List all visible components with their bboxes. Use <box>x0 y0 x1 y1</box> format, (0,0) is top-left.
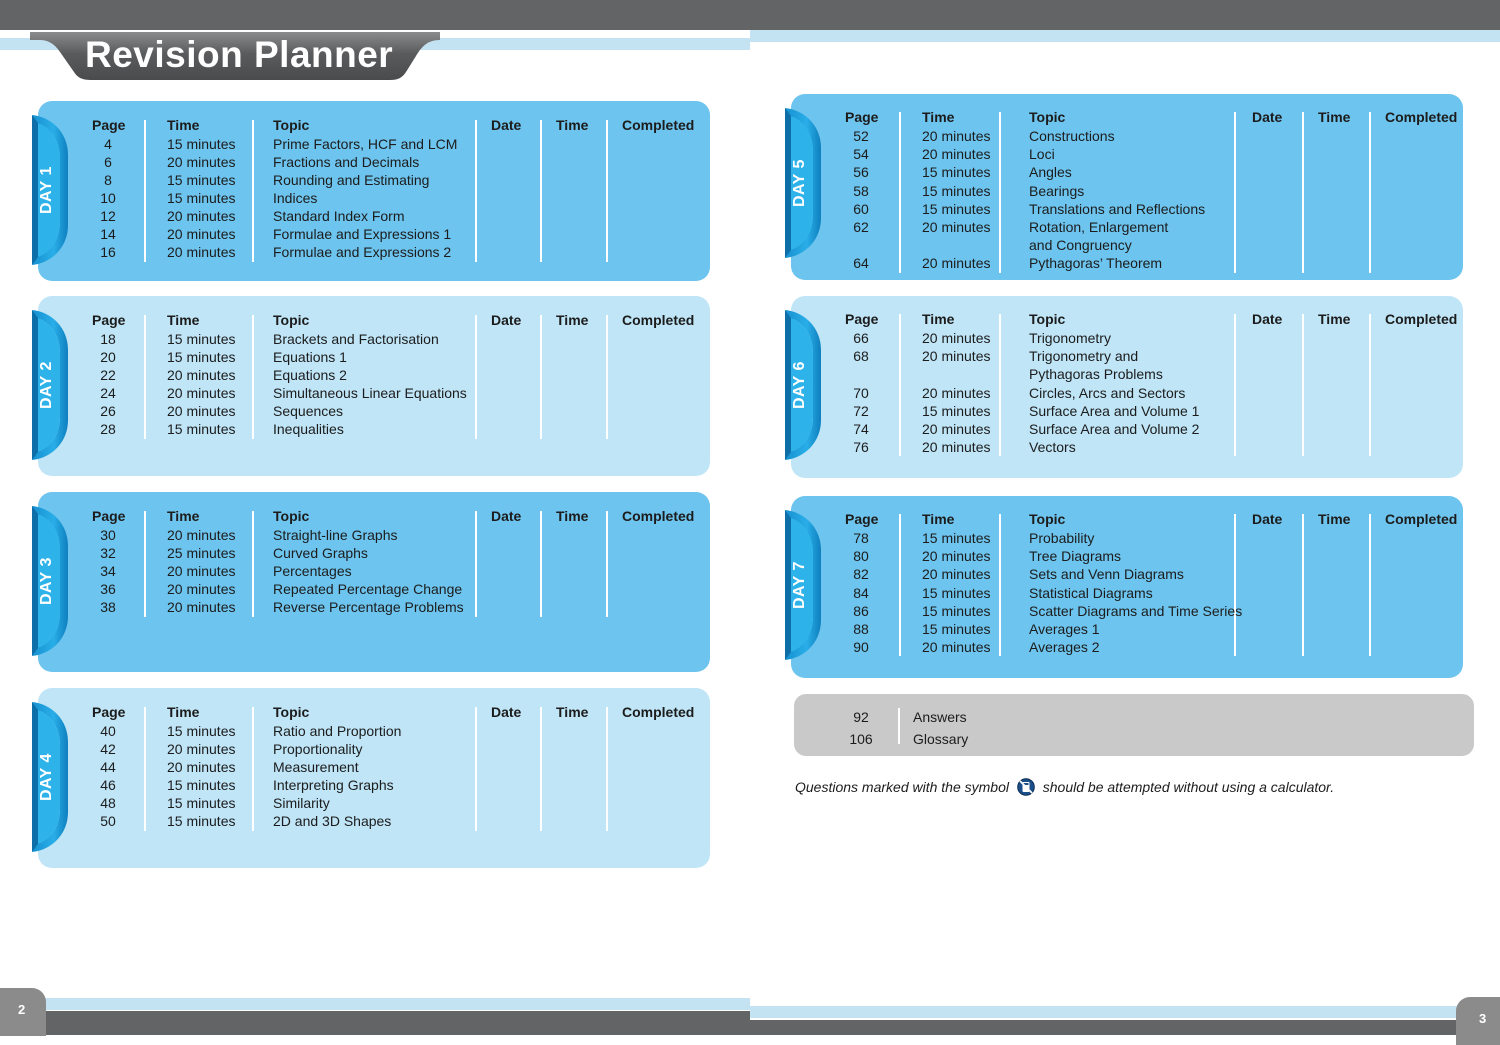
row-topic: Scatter Diagrams and Time Series <box>1029 602 1243 619</box>
header-time: Time <box>922 311 955 327</box>
note-text-before: Questions marked with the symbol <box>795 779 1009 795</box>
row-page: 82 <box>853 566 869 583</box>
row-topic: Statistical Diagrams <box>1029 584 1153 601</box>
row-page: 88 <box>853 621 869 637</box>
top-stripe-right <box>750 30 1500 42</box>
row-time: 20 minutes <box>167 154 236 170</box>
table-row <box>38 722 710 740</box>
table-row <box>791 365 1463 383</box>
row-time: 20 minutes <box>167 741 236 757</box>
header-completed: Completed <box>1385 109 1458 125</box>
no-calculator-icon <box>1017 778 1035 796</box>
table-row <box>38 812 710 830</box>
header-completed: Completed <box>622 704 695 720</box>
row-topic: Trigonometry and <box>1029 348 1139 365</box>
row-time: 20 minutes <box>922 439 991 456</box>
row-time: 20 minutes <box>167 244 236 260</box>
row-page: 50 <box>100 813 116 829</box>
header-date: Date <box>1252 511 1283 527</box>
row-topic: Pythagoras Problems <box>1029 366 1163 383</box>
row-topic: Constructions <box>1029 128 1115 144</box>
header-time-done: Time <box>556 704 589 720</box>
table-row <box>791 236 1463 254</box>
row-page: 64 <box>853 255 869 272</box>
row-page: 34 <box>100 563 116 579</box>
table-row <box>791 438 1463 456</box>
header-time: Time <box>167 117 200 133</box>
row-topic: Circles, Arcs and Sectors <box>1029 384 1186 401</box>
row-time: 20 minutes <box>922 566 991 583</box>
row-time: 20 minutes <box>167 226 236 242</box>
row-page: 10 <box>100 190 116 206</box>
extras-divider <box>898 708 900 744</box>
row-page: 32 <box>100 545 116 561</box>
row-time: 20 minutes <box>167 599 236 615</box>
table-row <box>791 200 1463 218</box>
header-completed: Completed <box>622 117 695 133</box>
day-label: DAY 4 <box>38 753 55 801</box>
day-panel-7 <box>791 496 1463 678</box>
day-label: DAY 1 <box>38 166 55 214</box>
row-topic: Standard Index Form <box>273 208 405 224</box>
header-completed: Completed <box>622 312 695 328</box>
row-time: 20 minutes <box>922 146 991 163</box>
table-row <box>791 329 1463 347</box>
row-page: 76 <box>853 439 869 456</box>
extras-topic-answers: Answers <box>913 709 967 725</box>
table-row <box>38 740 710 758</box>
row-page: 6 <box>104 154 112 170</box>
row-time: 20 minutes <box>167 527 236 543</box>
row-time: 15 minutes <box>167 723 236 739</box>
row-topic: Similarity <box>273 795 330 811</box>
row-time: 15 minutes <box>167 349 236 365</box>
day-panel-1 <box>38 101 710 281</box>
table-row <box>38 171 710 189</box>
row-time: 15 minutes <box>922 402 991 419</box>
page-number-right: 3 <box>1456 997 1500 1045</box>
row-topic: Loci <box>1029 146 1055 163</box>
table-row <box>791 218 1463 236</box>
header-page: Page <box>92 312 126 328</box>
day-label: DAY 7 <box>791 561 808 609</box>
row-page: 58 <box>853 182 869 199</box>
row-time: 20 minutes <box>167 581 236 597</box>
row-page: 24 <box>100 385 116 401</box>
header-time: Time <box>167 312 200 328</box>
extras-page-glossary: 106 <box>849 731 873 747</box>
day-label: DAY 6 <box>791 361 808 409</box>
table-row <box>791 584 1463 602</box>
row-time: 15 minutes <box>922 182 991 199</box>
row-topic: Tree Diagrams <box>1029 548 1122 565</box>
row-topic: Proportionality <box>273 741 363 757</box>
table-row <box>38 207 710 225</box>
row-page: 78 <box>853 530 869 546</box>
extras-page-answers: 92 <box>853 709 869 725</box>
header-time: Time <box>922 109 955 125</box>
day-label: DAY 3 <box>38 557 55 605</box>
header-date: Date <box>491 117 522 133</box>
header-time-done: Time <box>556 508 589 524</box>
row-time: 15 minutes <box>167 136 236 152</box>
row-topic: Bearings <box>1029 182 1085 199</box>
header-topic: Topic <box>273 312 310 328</box>
row-time: 15 minutes <box>167 172 236 188</box>
table-row <box>38 243 710 261</box>
row-time: 20 minutes <box>922 639 991 656</box>
row-page: 72 <box>853 402 869 419</box>
row-topic: Inequalities <box>273 421 344 437</box>
row-topic: Measurement <box>273 759 359 775</box>
row-time: 20 minutes <box>922 255 991 272</box>
row-page: 60 <box>853 200 869 217</box>
header-topic: Topic <box>273 704 310 720</box>
row-page: 36 <box>100 581 116 597</box>
row-page: 74 <box>853 421 869 437</box>
row-page: 46 <box>100 777 116 793</box>
row-topic: Pythagoras’ Theorem <box>1029 255 1163 272</box>
row-time: 20 minutes <box>922 421 991 437</box>
table-row <box>791 529 1463 547</box>
row-topic: Vectors <box>1029 439 1076 456</box>
table-row <box>38 420 710 438</box>
row-time: 20 minutes <box>922 348 991 365</box>
row-time: 15 minutes <box>167 795 236 811</box>
row-page: 28 <box>100 421 116 437</box>
row-topic: Fractions and Decimals <box>273 154 420 170</box>
header-page: Page <box>845 511 879 527</box>
row-topic: Indices <box>273 190 318 206</box>
row-page: 54 <box>853 146 869 163</box>
row-page: 90 <box>853 639 869 656</box>
table-row <box>791 602 1463 620</box>
row-page: 4 <box>104 136 112 152</box>
header-time-done: Time <box>1318 311 1351 327</box>
row-time: 15 minutes <box>922 584 991 601</box>
row-time: 25 minutes <box>167 545 236 561</box>
table-row <box>38 348 710 366</box>
row-page: 38 <box>100 599 116 615</box>
header-date: Date <box>1252 109 1283 125</box>
table-row <box>791 163 1463 181</box>
table-row <box>791 145 1463 163</box>
table-row <box>38 384 710 402</box>
table-row <box>791 547 1463 565</box>
calculator-note <box>795 778 1334 796</box>
header-time: Time <box>167 508 200 524</box>
header-time-done: Time <box>1318 109 1351 125</box>
day-panel-4 <box>38 688 710 868</box>
day-panel-3 <box>38 492 710 672</box>
row-page: 20 <box>100 349 116 365</box>
bottom-bar-right <box>750 1020 1500 1035</box>
row-topic: Curved Graphs <box>273 545 368 561</box>
header-topic: Topic <box>1029 511 1066 527</box>
row-time: 15 minutes <box>922 621 991 637</box>
bottom-stripe-right <box>750 1006 1500 1018</box>
row-page: 44 <box>100 759 116 775</box>
row-page: 80 <box>853 548 869 565</box>
row-time: 20 minutes <box>922 330 991 346</box>
row-time: 20 minutes <box>167 403 236 419</box>
row-topic: 2D and 3D Shapes <box>273 813 392 829</box>
table-row <box>38 758 710 776</box>
header-page: Page <box>92 508 126 524</box>
table-row <box>791 254 1463 272</box>
row-time: 15 minutes <box>922 530 991 546</box>
bottom-bar-left <box>0 1011 750 1035</box>
header-page: Page <box>92 704 126 720</box>
row-topic: Interpreting Graphs <box>273 777 394 793</box>
table-row <box>38 135 710 153</box>
row-time: 15 minutes <box>167 331 236 347</box>
day-panel-5 <box>791 94 1463 280</box>
header-date: Date <box>491 312 522 328</box>
row-topic: Averages 1 <box>1029 621 1100 637</box>
row-topic: Reverse Percentage Problems <box>273 599 464 615</box>
header-date: Date <box>491 508 522 524</box>
row-time: 15 minutes <box>922 602 991 619</box>
row-topic: Averages 2 <box>1029 639 1100 656</box>
row-page: 12 <box>100 208 116 224</box>
header-topic: Topic <box>273 508 310 524</box>
row-topic: Prime Factors, HCF and LCM <box>273 136 458 152</box>
table-row <box>791 347 1463 365</box>
row-topic: Angles <box>1029 164 1072 181</box>
table-row <box>791 384 1463 402</box>
row-time: 20 minutes <box>167 208 236 224</box>
header-completed: Completed <box>1385 311 1458 327</box>
row-time: 20 minutes <box>167 385 236 401</box>
row-topic: Repeated Percentage Change <box>273 581 463 597</box>
row-page: 22 <box>100 367 116 383</box>
row-time: 20 minutes <box>922 384 991 401</box>
row-topic: Sets and Venn Diagrams <box>1029 566 1184 583</box>
header-time-done: Time <box>556 117 589 133</box>
row-topic: Rotation, Enlargement <box>1029 219 1169 235</box>
table-row <box>791 402 1463 420</box>
row-time: 15 minutes <box>167 190 236 206</box>
day-label: DAY 2 <box>38 361 55 409</box>
header-topic: Topic <box>273 117 310 133</box>
row-topic: Equations 1 <box>273 349 347 365</box>
page-title: Revision Planner <box>85 34 394 75</box>
row-topic: Ratio and Proportion <box>273 723 402 739</box>
row-page: 42 <box>100 741 116 757</box>
row-page: 48 <box>100 795 116 811</box>
row-topic: Straight-line Graphs <box>273 527 398 543</box>
row-time: 20 minutes <box>167 367 236 383</box>
row-topic: Sequences <box>273 403 344 419</box>
table-row <box>38 330 710 348</box>
header-topic: Topic <box>1029 109 1066 125</box>
row-time: 15 minutes <box>167 421 236 437</box>
row-page: 26 <box>100 403 116 419</box>
row-topic: Brackets and Factorisation <box>273 331 439 347</box>
row-page: 84 <box>853 584 869 601</box>
table-row <box>791 638 1463 656</box>
header-page: Page <box>845 109 879 125</box>
table-row <box>791 127 1463 145</box>
row-page: 62 <box>853 219 869 235</box>
row-time: 15 minutes <box>922 164 991 181</box>
table-row <box>791 620 1463 638</box>
row-time: 20 minutes <box>167 563 236 579</box>
row-topic: Formulae and Expressions 1 <box>273 226 452 242</box>
header-time-done: Time <box>1318 511 1351 527</box>
table-row <box>38 402 710 420</box>
note-text-after: should be attempted without using a calculator. <box>1042 779 1335 795</box>
header-time: Time <box>167 704 200 720</box>
row-page: 14 <box>100 226 116 242</box>
row-topic: Trigonometry <box>1029 330 1111 346</box>
row-topic: Translations and Reflections <box>1029 200 1206 217</box>
row-time: 15 minutes <box>922 200 991 217</box>
row-page: 56 <box>853 164 869 181</box>
row-page: 8 <box>104 172 112 188</box>
table-row <box>791 565 1463 583</box>
table-row <box>38 189 710 207</box>
row-page: 66 <box>853 330 869 346</box>
header-time: Time <box>922 511 955 527</box>
table-row <box>38 776 710 794</box>
header-page: Page <box>92 117 126 133</box>
row-topic: Rounding and Estimating <box>273 172 430 188</box>
table-row <box>38 580 710 598</box>
row-topic: Simultaneous Linear Equations <box>273 385 467 401</box>
table-row <box>38 225 710 243</box>
row-page: 70 <box>853 384 869 401</box>
table-row <box>38 526 710 544</box>
row-page: 30 <box>100 527 116 543</box>
table-row <box>38 544 710 562</box>
extras-panel <box>794 694 1474 756</box>
header-time-done: Time <box>556 312 589 328</box>
row-time: 15 minutes <box>167 813 236 829</box>
table-row <box>38 153 710 171</box>
page-number-left: 2 <box>0 988 46 1036</box>
table-row <box>38 598 710 616</box>
row-topic: Surface Area and Volume 2 <box>1029 421 1200 437</box>
extras-topic-glossary: Glossary <box>913 731 969 747</box>
table-row <box>791 182 1463 200</box>
row-topic: and Congruency <box>1029 237 1132 254</box>
row-page: 18 <box>100 331 116 347</box>
day-panel-6 <box>791 296 1463 478</box>
row-page: 40 <box>100 723 116 739</box>
header-page: Page <box>845 311 879 327</box>
row-time: 20 minutes <box>922 219 991 235</box>
row-page: 86 <box>853 602 869 619</box>
row-page: 52 <box>853 128 869 144</box>
header-completed: Completed <box>622 508 695 524</box>
row-page: 68 <box>853 348 869 365</box>
row-topic: Formulae and Expressions 2 <box>273 244 452 260</box>
row-time: 20 minutes <box>167 759 236 775</box>
row-time: 15 minutes <box>167 777 236 793</box>
header-date: Date <box>491 704 522 720</box>
header-completed: Completed <box>1385 511 1458 527</box>
row-time: 20 minutes <box>922 548 991 565</box>
bottom-stripe-left <box>0 998 750 1010</box>
row-page: 16 <box>100 244 116 260</box>
row-topic: Surface Area and Volume 1 <box>1029 402 1200 419</box>
row-topic: Equations 2 <box>273 367 347 383</box>
row-topic: Percentages <box>273 563 352 579</box>
row-topic: Probability <box>1029 530 1095 546</box>
row-time: 20 minutes <box>922 128 991 144</box>
table-row <box>38 366 710 384</box>
header-topic: Topic <box>1029 311 1066 327</box>
header-date: Date <box>1252 311 1283 327</box>
day-panel-2 <box>38 296 710 476</box>
table-row <box>791 420 1463 438</box>
table-row <box>38 794 710 812</box>
table-row <box>38 562 710 580</box>
day-label: DAY 5 <box>791 159 808 207</box>
